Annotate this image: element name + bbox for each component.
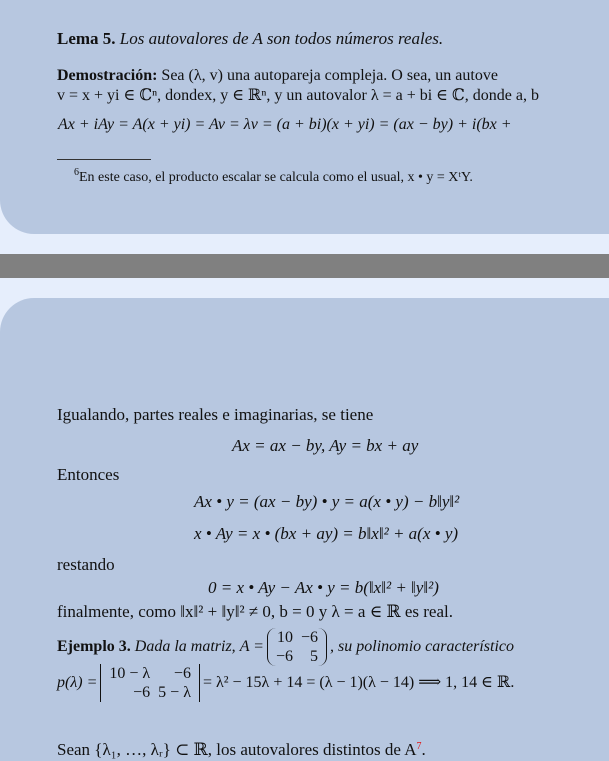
lemma-label: Lema 5. bbox=[57, 29, 116, 48]
matrix-cell: −6 bbox=[301, 629, 319, 647]
footnote-rule bbox=[57, 159, 151, 160]
lemma-text: Los autovalores de A son todos números reales. bbox=[119, 29, 444, 48]
matrix-cell: −6 bbox=[275, 648, 293, 666]
example-text-a: Dada la matriz, bbox=[134, 638, 236, 655]
proof-label: Demostración: bbox=[57, 67, 158, 84]
proof-text: Sea (λ, v) una autopareja compleja. O sea, un autove bbox=[161, 67, 498, 84]
text-finalmente: finalmente, como ‖x‖² + ‖y‖² ≠ 0, b = 0 y λ = a ∈ ℝ es real. bbox=[57, 602, 453, 621]
det-cell: −6 bbox=[173, 665, 191, 683]
equation-dot-1: Ax • y = (ax − by) • y = a(x • y) − b‖y‖² bbox=[194, 492, 460, 511]
example-A: A = bbox=[239, 638, 264, 655]
example-label: Ejemplo 3. bbox=[57, 638, 131, 655]
text-restando: restando bbox=[57, 555, 115, 574]
equation-dot-2: x • Ay = x • (bx + ay) = b‖x‖² + a(x • y) bbox=[194, 524, 459, 543]
footnote-mark: 6 bbox=[74, 167, 79, 178]
lemma bbox=[57, 29, 443, 49]
sean-end: . bbox=[421, 740, 426, 759]
characteristic-polynomial bbox=[57, 662, 514, 704]
equation-subtract: 0 = x • Ay − Ax • y = b(‖x‖² + ‖y‖²) bbox=[208, 578, 439, 597]
proof-line-1 bbox=[57, 66, 498, 86]
poly-rhs: = λ² − 15λ + 14 = (λ − 1)(λ − 14) ⟹ 1, 14 ∈ ℝ. bbox=[202, 674, 515, 691]
det-cell: −6 bbox=[133, 684, 151, 702]
footnote-text: En este caso, el producto escalar se calcula como el usual, x • y = XᵗY. bbox=[79, 170, 473, 185]
equation-complex: Ax + iAy = A(x + yi) = Av = λv = (a + bi)(x + yi) = (ax − by) + i(bx + bbox=[58, 116, 512, 133]
proof-line-2: v = x + yi ∈ ℂⁿ, dondex, y ∈ ℝⁿ, y un autovalor λ = a + bi ∈ ℂ, donde a, b bbox=[57, 87, 539, 104]
footnote-6 bbox=[74, 168, 473, 188]
footnote-ref-7[interactable]: 7 bbox=[416, 741, 422, 752]
equation-parts: Ax = ax − by, Ay = bx + ay bbox=[232, 436, 419, 455]
matrix-A bbox=[267, 628, 327, 666]
matrix-cell: 10 bbox=[277, 629, 293, 647]
example-text-b: , su polinomio característico bbox=[330, 638, 515, 655]
det-cell: 5 − λ bbox=[158, 684, 191, 702]
text-igualando: Igualando, partes reales e imaginarias, se tiene bbox=[57, 405, 374, 424]
sean-text: Sean {λ₁, …, λᵣ} ⊂ ℝ, los autovalores distintos de A bbox=[57, 740, 417, 759]
det-cell: 10 − λ bbox=[109, 665, 151, 683]
matrix-cell: 5 bbox=[310, 648, 319, 666]
poly-lhs: p(λ) = bbox=[57, 674, 98, 691]
determinant bbox=[100, 664, 200, 702]
page-separator bbox=[0, 254, 609, 278]
text-entonces: Entonces bbox=[57, 465, 120, 484]
text-sean bbox=[57, 740, 426, 760]
